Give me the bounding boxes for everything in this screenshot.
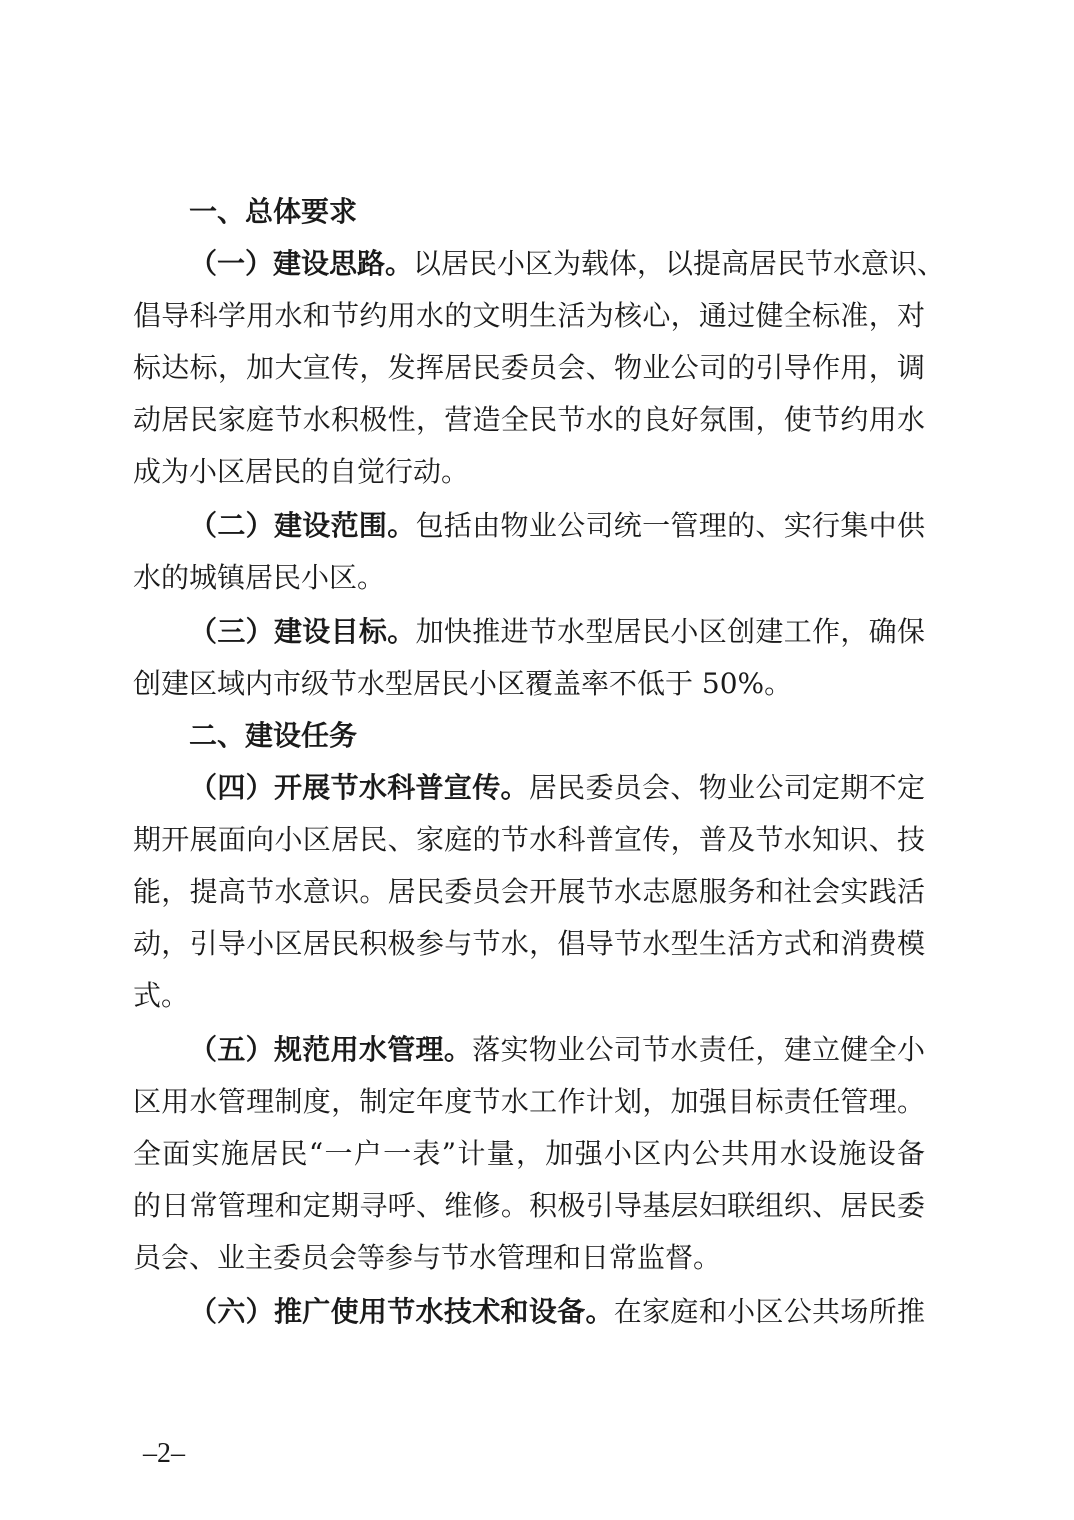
paragraph-line: 标达标，加大宣传，发挥居民委员会、物业公司的引导作用，调 [133,351,925,384]
paragraph-line [189,1030,925,1070]
page-number: –2– [143,1438,185,1469]
paragraph-lead: （四）开展节水科普宣传。 [189,771,529,804]
paragraph-line: 区用水管理制度，制定年度节水工作计划，加强目标责任管理。 [133,1085,925,1118]
paragraph-line [189,612,925,652]
paragraph-lead: （六）推广使用节水技术和设备。 [189,1295,614,1328]
paragraph-lead: （二）建设范围。 [189,509,416,542]
paragraph-line [189,506,925,546]
paragraph-text: 居民委员会、物业公司定期不定 [528,771,925,804]
paragraph-line [189,244,946,284]
paragraph-line [189,768,925,808]
paragraph-line: 的日常管理和定期寻呼、维修。积极引导基层妇联组织、居民委 [133,1189,925,1222]
paragraph-line: 倡导科学用水和节约用水的文明生活为核心，通过健全标准，对 [133,299,925,332]
paragraph-line: 员会、业主委员会等参与节水管理和日常监督。 [133,1241,722,1274]
paragraph-line: 期开展面向小区居民、家庭的节水科普宣传，普及节水知识、技 [133,823,925,856]
paragraph-line: 创建区域内市级节水型居民小区覆盖率不低于 50%。 [133,667,793,700]
paragraph-text: 加快推进节水型居民小区创建工作，确保 [415,615,925,648]
paragraph-line: 式。 [133,979,190,1012]
paragraph-text: 在家庭和小区公共场所推 [613,1295,925,1328]
paragraph-text: 以居民小区为载体，以提高居民节水意识、 [413,247,946,280]
paragraph-lead: （三）建设目标。 [189,615,416,648]
section-heading-construction-tasks: 二、建设任务 [189,719,358,752]
paragraph-line: 动居民家庭节水积极性，营造全民节水的良好氛围，使节约用水 [133,403,925,436]
paragraph-text: 落实物业公司节水责任，建立健全小 [472,1033,925,1066]
paragraph-lead: （一）建设思路。 [189,247,414,280]
paragraph-line [189,1292,925,1332]
paragraph-text: 包括由物业公司统一管理的、实行集中供 [415,509,925,542]
paragraph-line: 能，提高节水意识。居民委员会开展节水志愿服务和社会实践活 [133,875,925,908]
paragraph-line: 成为小区居民的自觉行动。 [133,455,470,488]
section-heading-overall-requirements: 一、总体要求 [189,195,358,228]
paragraph-lead: （五）规范用水管理。 [189,1033,473,1066]
paragraph-line: 全面实施居民“一户一表”计量，加强小区内公共用水设施设备 [133,1137,925,1170]
paragraph-line: 动，引导小区居民积极参与节水，倡导节水型生活方式和消费模 [133,927,925,960]
paragraph-line: 水的城镇居民小区。 [133,561,386,594]
